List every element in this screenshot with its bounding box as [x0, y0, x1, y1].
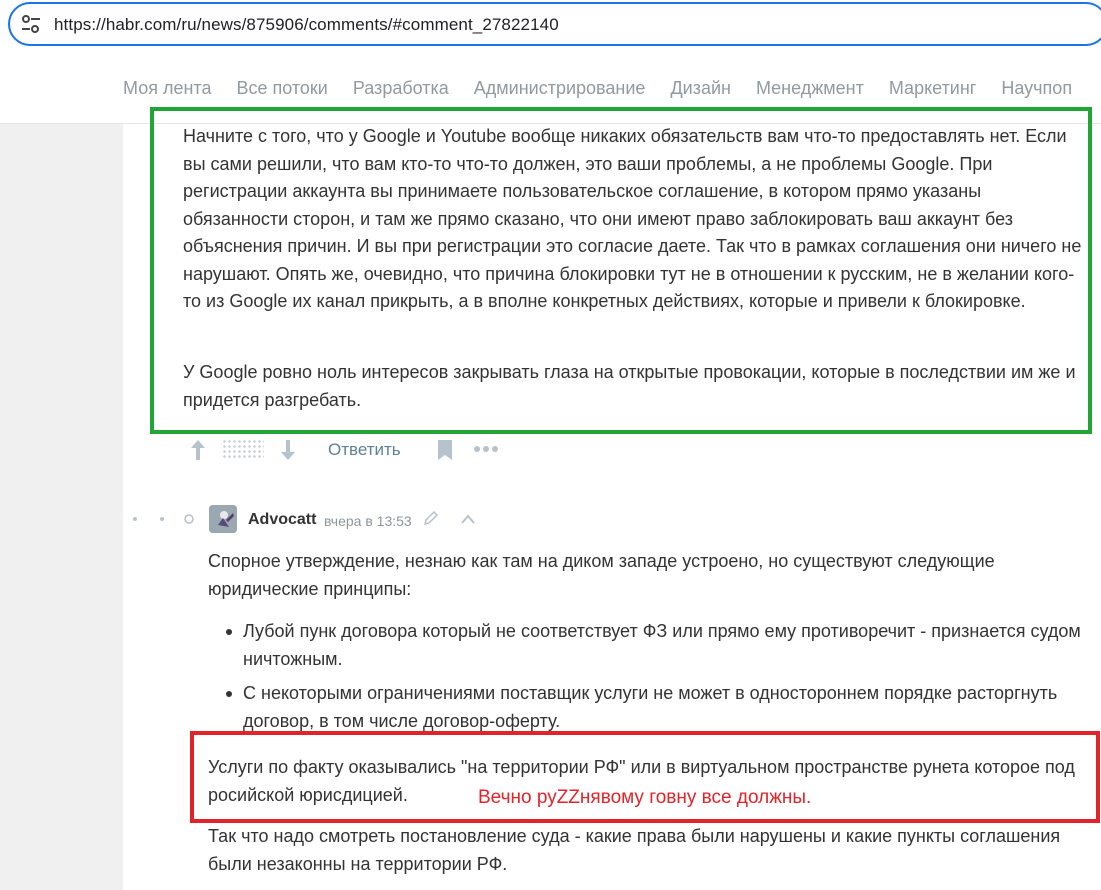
tune-icon[interactable]	[20, 14, 42, 34]
comment-paragraph: Начните с того, что у Google и Youtube вообще никаких обязательств вам что-то предоставлять нет. Если вы сами решили, что вам кто-то что-то должен, это ваши проблемы, а не проблемы Google. При регистрации аккаунта вы принимаете пользовательское соглашение, в котором прямо указаны обязанности сторон, и там же прямо сказано, что они имеют право заблокировать ваш аккаунт без объяснения причин. И вы при регистрации это согласие даете. Так что в рамках соглашения они ничего не нарушают. Опять же, очевидно, что причина блокировки тут не в отношении к русским, не в желании кого-то из Google их канал прикрыть, а в вполне конкретных действиях, которые и привели к блокировке.	[183, 126, 1082, 311]
nav-item-popsci[interactable]: Научпоп	[1001, 78, 1073, 98]
list-item: С некоторыми ограничениями поставщик услуги не может в одностороннем порядке расторгнуть договор, в том числе договор-оферту.	[243, 680, 1093, 735]
browser-toolbar	[0, 0, 1101, 52]
comment-author[interactable]: Advocatt	[248, 511, 317, 528]
url-text[interactable]: https://habr.com/ru/news/875906/comments/#comment_27822140	[54, 15, 559, 34]
nav-items	[123, 78, 1097, 99]
arrow-down-icon[interactable]	[278, 438, 298, 462]
thread-indicator-icon	[132, 512, 196, 526]
red-annotation-text: Вечно руZZнявому говну все должны.	[478, 787, 812, 808]
comment-paragraph: Спорное утверждение, незнаю как там на диком западе устроено, но существуют следующие юридические принципы:	[208, 551, 995, 599]
comment-timestamp[interactable]: вчера в 13:53	[324, 513, 412, 529]
comment-paragraph: У Google ровно ноль интересов закрывать глаза на открытые провокации, которые в последствии им же и придется разгребать.	[183, 362, 1076, 410]
nav-item-administration[interactable]: Администрирование	[473, 78, 646, 98]
comment-paragraph: Так что надо смотреть постановление суда - какие права были нарушены и какие пункты соглашения были незаконны на территории РФ.	[208, 826, 1061, 874]
comment-paragraph: Услуги по факту оказывались "на территории РФ" или в виртуальном пространстве рунета которое под росийской юрисдицией.	[208, 757, 1075, 805]
more-dots-icon[interactable]	[473, 442, 499, 456]
rating-placeholder	[222, 439, 264, 459]
address-bar[interactable]	[8, 2, 1101, 46]
nav-item-design[interactable]: Дизайн	[670, 78, 731, 98]
nav-item-development[interactable]: Разработка	[352, 78, 449, 98]
avatar[interactable]	[209, 505, 237, 533]
list-item: Лубой пунк договора который не соответствует ФЗ или прямо ему противоречит - признается судом ничтожным.	[243, 618, 1093, 673]
nav-item-my-feed[interactable]: Моя лента	[123, 78, 212, 98]
nav-item-all-streams[interactable]: Все потоки	[236, 78, 328, 98]
nav-item-marketing[interactable]: Маркетинг	[888, 78, 977, 98]
nav-item-management[interactable]: Менеджмент	[755, 78, 864, 98]
comment-bullet-list	[243, 618, 1093, 735]
arrow-up-icon[interactable]	[188, 438, 208, 462]
reply-button[interactable]: Ответить	[328, 440, 401, 459]
left-gutter	[0, 124, 123, 890]
pencil-icon	[423, 510, 439, 526]
chevron-up-icon[interactable]	[460, 513, 476, 525]
bookmark-icon[interactable]	[436, 439, 454, 461]
